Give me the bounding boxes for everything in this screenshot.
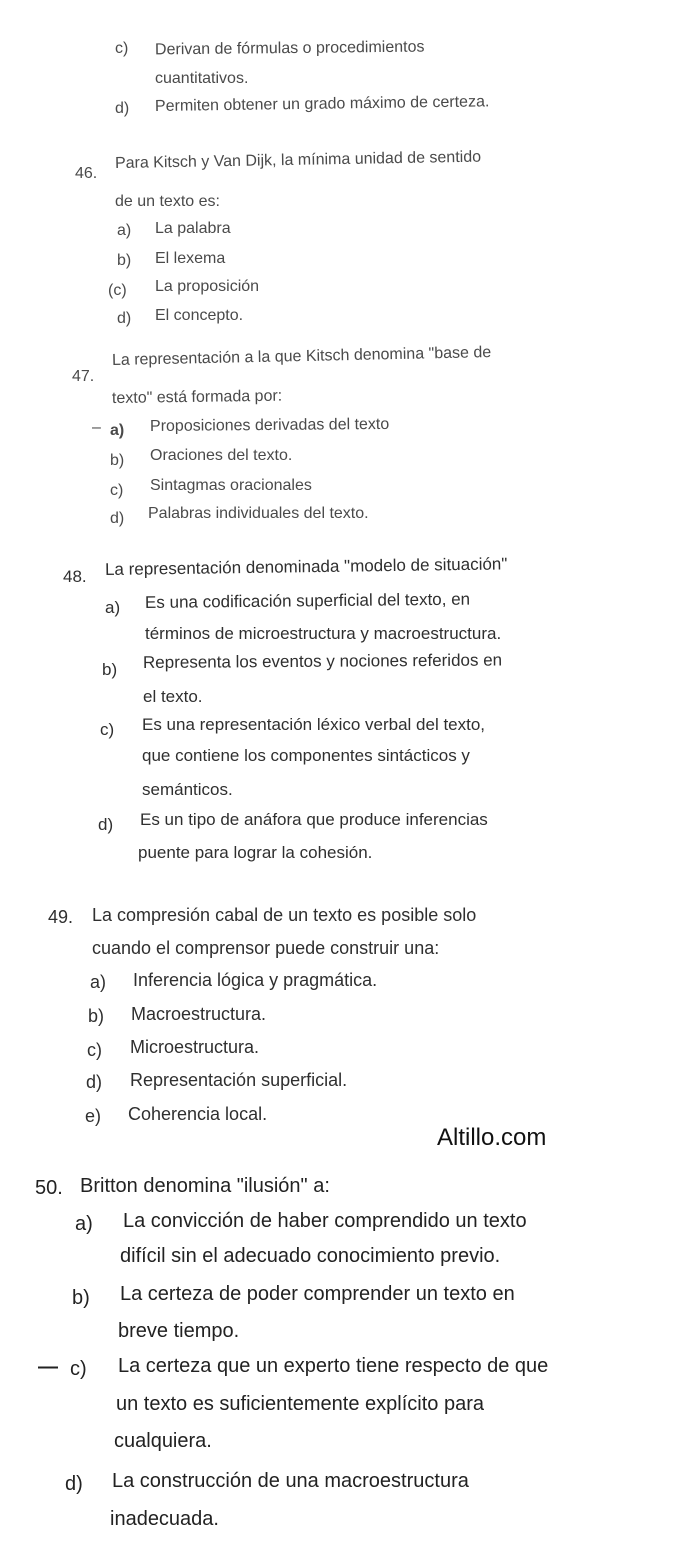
option-text: Es una codificación superficial del texto, en [144, 589, 471, 612]
option-text: El lexema [155, 250, 226, 267]
question-text-continued: texto" está formada por: [111, 387, 283, 407]
question-number: 50. [35, 1177, 63, 1199]
question-text-continued: de un texto es: [115, 193, 220, 210]
option-text: La proposición [155, 278, 260, 295]
option-text-continued: breve tiempo. [118, 1320, 240, 1342]
answer-mark: — [38, 1356, 58, 1378]
option-text: Palabras individuales del texto. [148, 505, 369, 522]
option-text-continued: puente para lograr la cohesión. [138, 843, 373, 862]
option-text-continued: semánticos. [142, 780, 233, 799]
option-letter: d) [98, 815, 114, 834]
option-letter: c) [70, 1358, 87, 1380]
option-letter: b) [102, 660, 118, 679]
option-letter: a) [90, 972, 107, 992]
option-letter: d) [115, 100, 130, 117]
option-text: Coherencia local. [128, 1104, 268, 1124]
option-letter-circled: (c) [108, 282, 127, 299]
option-letter: b) [110, 452, 125, 469]
question-text: La representación a la que Kitsch denomina "base de [111, 344, 492, 369]
question-text: Britton denomina "ilusión" a: [80, 1175, 330, 1197]
option-letter: c) [115, 40, 129, 57]
question-number: 49. [48, 907, 74, 927]
option-letter: c) [87, 1040, 102, 1060]
option-text: La certeza de poder comprender un texto en [120, 1283, 515, 1305]
option-letter: d) [65, 1473, 83, 1495]
question-number: 46. [75, 165, 98, 182]
option-text: Permiten obtener un grado máximo de certeza. [154, 93, 490, 115]
option-text-continued: un texto es suficientemente explícito para [116, 1393, 484, 1415]
option-text-continued: cualquiera. [114, 1430, 212, 1452]
option-text: Proposiciones derivadas del texto [149, 415, 390, 435]
option-letter: a) [105, 598, 121, 617]
option-text-continued: cuantitativos. [155, 70, 249, 87]
option-text: Es un tipo de anáfora que produce inferencias [140, 810, 488, 829]
option-letter: d) [117, 310, 132, 327]
option-letter: a) [117, 222, 132, 239]
question-text: La representación denominada "modelo de situación" [104, 554, 508, 579]
option-text: El concepto. [155, 307, 244, 324]
option-text: Representa los eventos y nociones referidos en [142, 650, 503, 672]
question-text: La compresión cabal de un texto es posible solo [92, 905, 477, 925]
option-letter: a) [110, 422, 125, 439]
option-text: Representación superficial. [130, 1070, 348, 1090]
option-letter: d) [86, 1072, 103, 1092]
question-number: 48. [63, 567, 87, 586]
option-text: La construcción de una macroestructura [112, 1470, 469, 1492]
option-text-continued: el texto. [143, 687, 203, 706]
option-letter: b) [72, 1287, 90, 1309]
option-text: Es una representación léxico verbal del texto, [142, 715, 486, 734]
option-letter: b) [88, 1006, 105, 1026]
option-text: Inferencia lógica y pragmática. [133, 970, 378, 990]
option-letter: a) [75, 1213, 93, 1235]
option-letter: e) [85, 1106, 102, 1126]
option-text: Microestructura. [130, 1037, 260, 1057]
option-text: Oraciones del texto. [150, 447, 293, 464]
option-text: La certeza que un experto tiene respecto de que [118, 1355, 549, 1377]
question-text-continued: cuando el comprensor puede construir una: [92, 938, 440, 958]
option-text: Sintagmas oracionales [150, 477, 312, 494]
answer-mark: – [92, 419, 101, 436]
option-letter: c) [100, 720, 115, 739]
option-letter: b) [117, 252, 132, 269]
option-text: Derivan de fórmulas o procedimientos [154, 38, 425, 59]
option-text: La palabra [155, 220, 231, 237]
option-letter: d) [110, 510, 125, 527]
option-text-continued: difícil sin el adecuado conocimiento previo. [120, 1245, 501, 1267]
option-text: La convicción de haber comprendido un texto [123, 1210, 527, 1232]
watermark-text: Altillo.com [437, 1124, 547, 1151]
option-text-continued: que contiene los componentes sintácticos y [142, 746, 470, 765]
question-text: Para Kitsch y Van Dijk, la mínima unidad de sentido [114, 148, 482, 172]
question-number: 47. [72, 368, 95, 385]
option-text-continued: inadecuada. [110, 1508, 219, 1530]
option-text-continued: términos de microestructura y macroestructura. [145, 624, 502, 643]
option-letter: c) [110, 482, 124, 499]
option-text: Macroestructura. [131, 1004, 267, 1024]
